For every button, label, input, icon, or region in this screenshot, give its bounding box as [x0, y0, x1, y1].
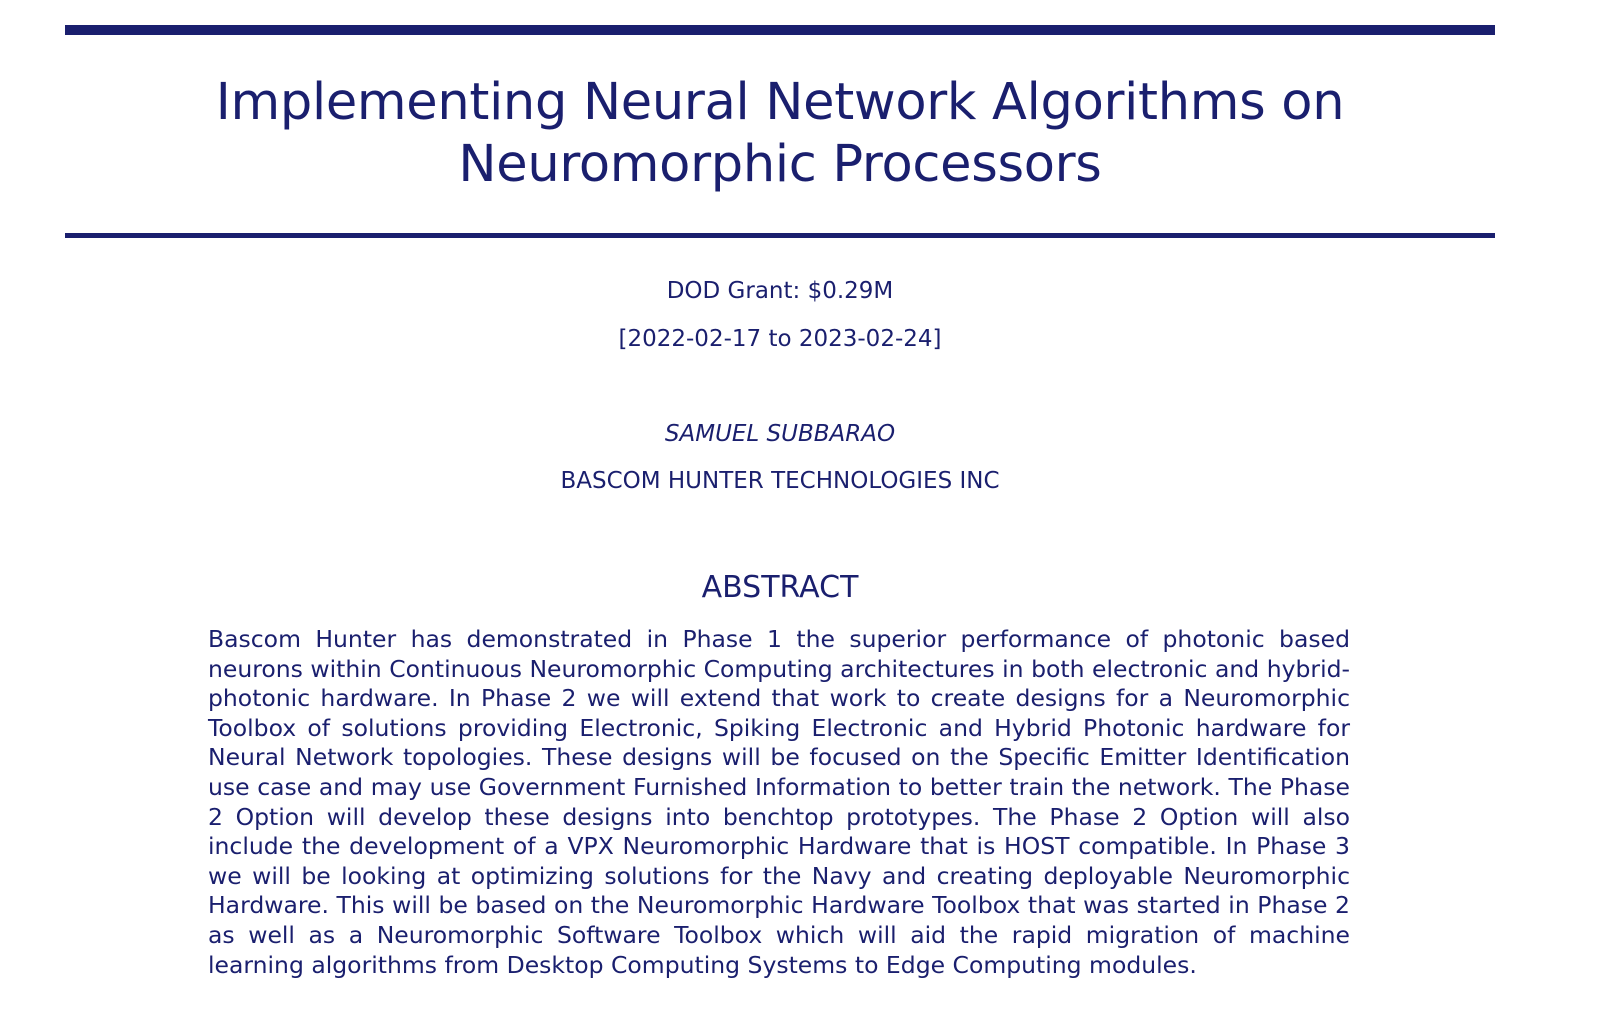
title-bottom-rule	[65, 233, 1495, 238]
top-rule	[65, 25, 1495, 35]
abstract-text: Bascom Hunter has demonstrated in Phase 1 the superior performance of photonic based neurons within Continuous Neuromorphic Computing architectures in both electronic and hybrid-photonic hardware. In Phase 2 we will extend that work to create designs for a Neuromorphic Toolbox of solutions providing Electronic, Spiking Electronic and Hybrid Photonic hardware for Neural Network topologies. These designs will be focused on the Specific Emitter Identification use case and may use Government Furnished Information to better train the network. The Phase 2 Option will develop these designs into benchtop prototypes. The Phase 2 Option will also include the development of a VPX Neuromorphic Hardware that is HOST compatible. In Phase 3 we will be looking at optimizing solutions for the Navy and creating deployable Neuromorphic Hardware. This will be based on the Neuromorphic Hardware Toolbox that was started in Phase 2 as well as a Neuromorphic Software Toolbox which will aid the rapid migration of machine learning algorithms from Desktop Computing Systems to Edge Computing modules.	[208, 625, 1350, 979]
grant-amount: DOD Grant: $0.29M	[666, 278, 894, 304]
grant-date-range: [2022-02-17 to 2023-02-24]	[618, 326, 942, 352]
abstract-heading: ABSTRACT	[701, 570, 859, 605]
document-title: Implementing Neural Network Algorithms on Neuromorphic Processors	[215, 73, 1345, 194]
organization-name: BASCOM HUNTER TECHNOLOGIES INC	[560, 468, 1000, 494]
author-name: SAMUEL SUBBARAO	[664, 421, 896, 447]
